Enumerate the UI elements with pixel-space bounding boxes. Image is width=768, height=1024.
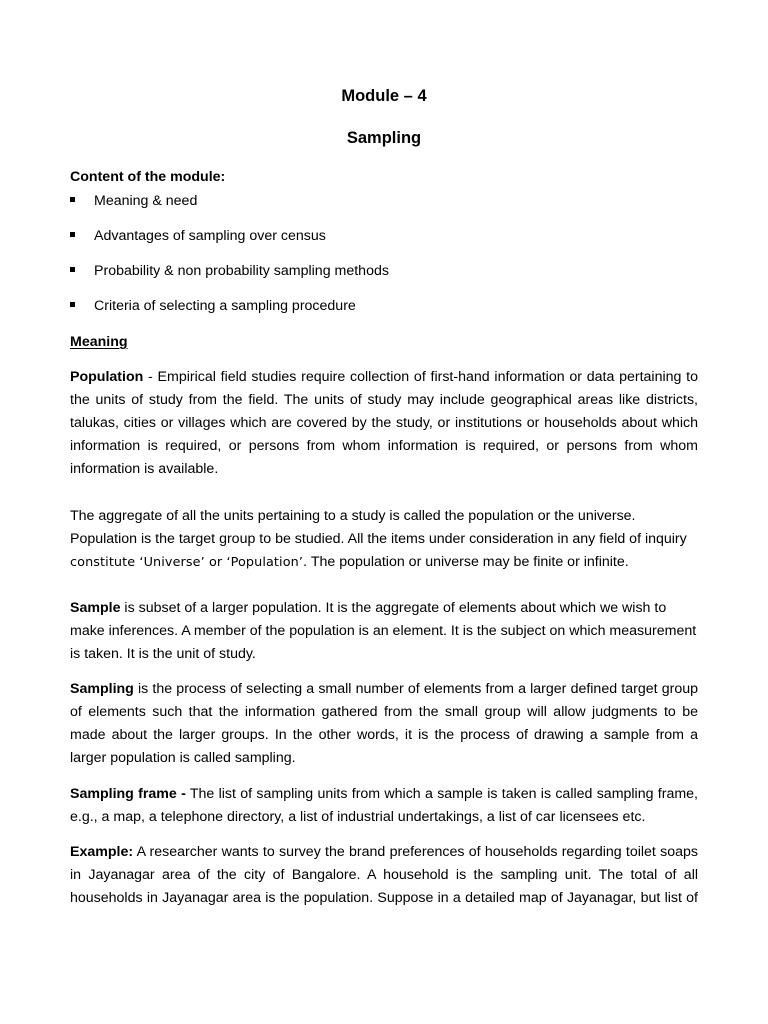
sampling-frame-term: Sampling frame - [70, 786, 186, 802]
sample-term: Sample [70, 600, 121, 616]
meaning-heading: Meaning [70, 334, 128, 350]
list-item: Criteria of selecting a sampling procedure [70, 295, 356, 318]
bullet-icon [70, 267, 75, 272]
population-term: Population [70, 369, 144, 385]
section-title: Sampling [346, 129, 422, 147]
list-item: Probability & non probability sampling methods [70, 260, 389, 283]
list-item: Meaning & need [70, 190, 197, 213]
example-term: Example: [70, 844, 134, 860]
contents-heading: Content of the module: [70, 169, 226, 185]
bullet-icon [70, 302, 75, 307]
module-title: Module – 4 [341, 87, 427, 105]
bullet-icon [70, 197, 75, 202]
sampling-term: Sampling [70, 681, 134, 697]
list-item: Advantages of sampling over census [70, 225, 326, 248]
bullet-icon [70, 232, 75, 237]
